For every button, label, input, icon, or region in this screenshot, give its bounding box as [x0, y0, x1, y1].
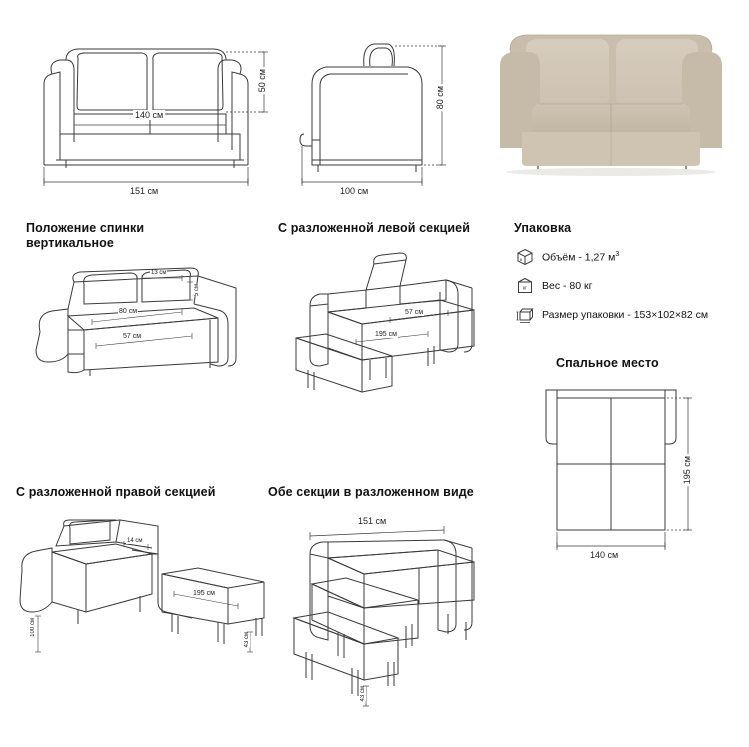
- right-dim-b-label: 195 см: [193, 590, 215, 597]
- sofa-photo: [492, 20, 730, 180]
- side-view-drawing: [290, 22, 480, 197]
- packaging-item-weight: [516, 277, 731, 295]
- back-dim-a-label: 13 см: [151, 270, 167, 276]
- weight-box-icon: [516, 277, 534, 295]
- back-vertical-title-line2: вертикальное: [26, 236, 114, 250]
- front-back-height-label: 50 см: [257, 69, 267, 93]
- back-dim-c-label: 80 см: [119, 308, 138, 315]
- left-unfolded-title: С разложенной левой секцией: [278, 221, 470, 235]
- sleeping-area-title: Спальное место: [556, 356, 659, 370]
- packaging-size-label: Размер упаковки - 153×102×82 см: [542, 309, 709, 321]
- volume-box-icon: [516, 248, 534, 266]
- packaging-title: Упаковка: [514, 221, 572, 235]
- sleeping-area-figure: [524, 378, 724, 563]
- back-dim-b-label: 5 см: [194, 284, 200, 297]
- packaging-weight-label: Вес - 80 кг: [542, 280, 593, 292]
- right-unfolded-drawing: [12, 520, 274, 690]
- back-vertical-title-line1: Положение спинки: [26, 221, 145, 235]
- right-dim-a-label: 14 см: [127, 538, 143, 544]
- both-dim-a-label: 151 см: [358, 516, 387, 526]
- both-dim-b-label: 43 см: [360, 686, 366, 702]
- both-unfolded-title: Обе секции в разложенном виде: [268, 485, 474, 499]
- right-unfolded-title: С разложенной правой секцией: [16, 485, 216, 499]
- packaging-item-volume: [516, 248, 731, 266]
- back-dim-d-label: 57 см: [123, 333, 142, 340]
- sleeping-width-label: 140 см: [590, 550, 619, 560]
- right-dim-c-label: 100 см: [30, 618, 36, 637]
- back-vertical-figure: [22, 258, 272, 383]
- left-unfolded-drawing: [278, 252, 508, 407]
- size-box-icon: [516, 306, 534, 324]
- packaging-volume-text: Объём - 1,27 м: [542, 251, 616, 264]
- svg-text:кг: кг: [522, 285, 528, 292]
- back-vertical-title: [26, 221, 266, 251]
- sleeping-length-label: 195 см: [682, 456, 692, 485]
- sofa-photo-illustration: [492, 20, 730, 180]
- front-view-figure: [26, 22, 276, 197]
- packaging-list: [516, 248, 731, 335]
- back-vertical-drawing: [22, 258, 272, 383]
- front-total-width-label: 151 см: [130, 186, 159, 196]
- left-unfolded-figure: [278, 252, 508, 407]
- right-dim-d-label: 43 см: [244, 632, 250, 648]
- packaging-item-size: [516, 306, 731, 324]
- packaging-volume-sup: 3: [615, 250, 620, 258]
- left-dim-b-label: 195 см: [375, 331, 397, 338]
- front-seat-width-label: 140 см: [135, 110, 164, 120]
- both-unfolded-figure: [276, 518, 526, 718]
- side-height-label: 80 см: [435, 86, 445, 110]
- packaging-volume-label: [542, 251, 619, 264]
- both-unfolded-drawing: [276, 518, 526, 718]
- side-depth-label: 100 см: [340, 186, 369, 196]
- side-view-figure: [290, 22, 480, 197]
- right-unfolded-figure: [12, 520, 274, 690]
- sleeping-area-drawing: [524, 378, 724, 563]
- left-dim-a-label: 57 см: [405, 309, 424, 316]
